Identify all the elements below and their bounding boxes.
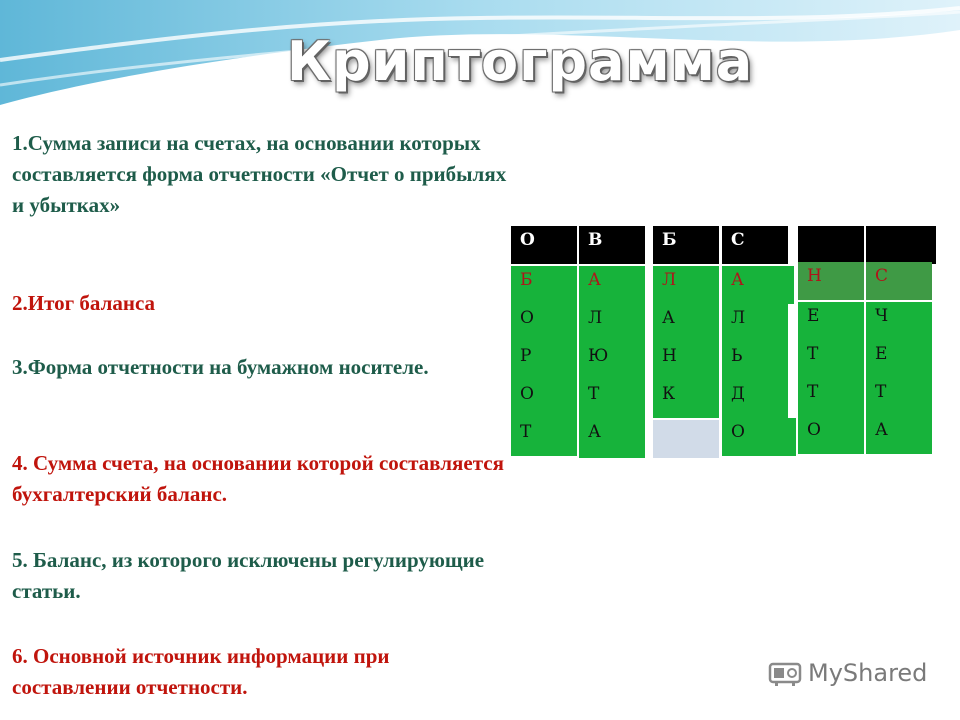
question-3 (12, 352, 507, 383)
puzzle-cell: А (579, 266, 645, 304)
puzzle-cell: Н (653, 342, 719, 380)
watermark (768, 658, 927, 688)
puzzle-cell: Т (866, 378, 932, 416)
question-5-number: 5. (12, 548, 33, 572)
question-4-text: Сумма счета, на основании которой составляется бухгалтерский баланс. (12, 451, 504, 506)
puzzle-cell: С (866, 262, 932, 300)
puzzle-cell: Е (798, 302, 864, 340)
puzzle-cell: Т (511, 418, 577, 456)
puzzle-header-cell: О (511, 226, 577, 264)
question-4-number: 4. (12, 451, 33, 475)
puzzle-cell: А (866, 416, 932, 454)
puzzle-cell: О (511, 380, 577, 418)
puzzle-cell: Л (653, 266, 719, 304)
puzzle-cell: Ю (579, 342, 645, 380)
puzzle-cell: Ь (722, 342, 788, 380)
puzzle-cell: Л (722, 304, 788, 342)
puzzle-cell: Б (511, 266, 577, 304)
question-5 (12, 545, 507, 607)
question-6-text: Основной источник информации при составлении отчетности. (12, 644, 390, 699)
question-5-text: Баланс, из которого исключены регулирующие статьи. (12, 548, 485, 603)
puzzle-cell: Т (798, 378, 864, 416)
question-6 (12, 641, 507, 703)
puzzle-cell: Е (866, 340, 932, 378)
projector-icon (768, 658, 802, 688)
puzzle-cell: А (722, 266, 794, 304)
puzzle-cell: Р (511, 342, 577, 380)
puzzle-cell: Д (722, 380, 788, 418)
question-1 (12, 128, 507, 221)
puzzle-cell-empty (653, 420, 719, 458)
puzzle-cell: О (798, 416, 864, 454)
puzzle-cell: К (653, 380, 719, 418)
question-2-text: Итог баланса (27, 291, 156, 315)
question-2 (12, 288, 507, 319)
watermark-text: MyShared (808, 659, 928, 687)
question-3-text: Форма отчетности на бумажном носителе. (27, 355, 429, 379)
puzzle-header-cell: Б (653, 226, 719, 264)
puzzle-cell: Л (579, 304, 645, 342)
question-6-number: 6. (12, 644, 33, 668)
puzzle-cell: Т (798, 340, 864, 378)
puzzle-cell: А (579, 418, 645, 458)
puzzle-cell: А (653, 304, 719, 342)
puzzle-header-cell: В (579, 226, 645, 264)
puzzle-cell: Т (579, 380, 645, 418)
question-1-number: 1. (12, 131, 28, 155)
puzzle-cell: Ч (866, 302, 932, 340)
puzzle-header-cell-blank (866, 226, 936, 264)
question-4 (12, 448, 507, 510)
puzzle-cell: О (722, 418, 796, 456)
puzzle-cell: Н (798, 262, 864, 300)
question-2-number: 2. (12, 291, 28, 315)
question-3-number: 3. (12, 355, 28, 379)
slide-title: Криптограмма (286, 30, 754, 93)
puzzle-header-cell-blank (798, 226, 864, 264)
puzzle-cell: О (511, 304, 577, 342)
question-1-text: Сумма записи на счетах, на основании которых составляется форма отчетности «Отчет о прибылях и убытках» (12, 131, 507, 217)
puzzle-header-cell: С (722, 226, 788, 264)
